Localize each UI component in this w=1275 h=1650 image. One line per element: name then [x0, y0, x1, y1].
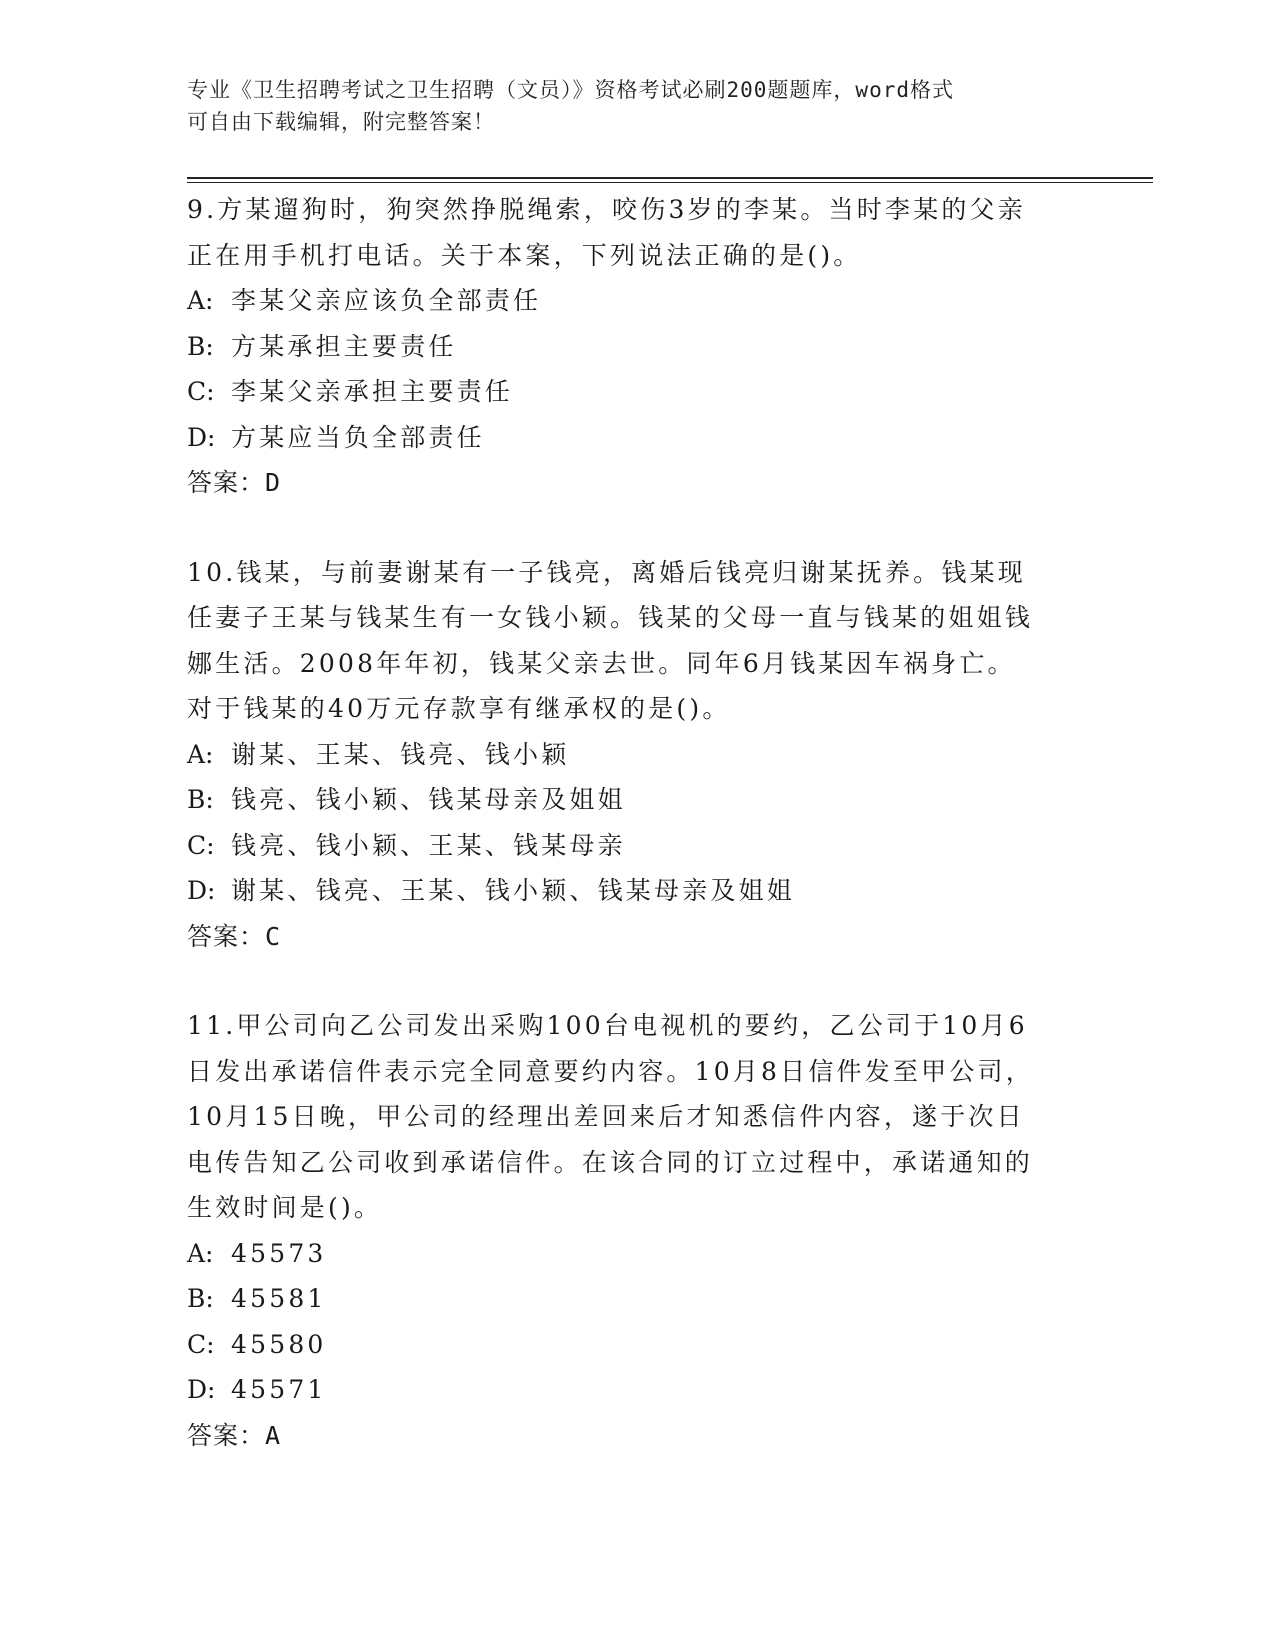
option-letter: C:	[187, 377, 215, 406]
answer-label: 答案：D	[187, 468, 282, 497]
option-text: 钱亮、钱小颖、钱某母亲及姐姐	[231, 785, 626, 814]
option-b	[187, 777, 1087, 823]
option-a	[187, 732, 1087, 778]
answer-label: 答案：C	[187, 921, 282, 951]
option-b	[187, 324, 1087, 370]
option-text: 谢某、钱亮、王某、钱小颖、钱某母亲及姐姐	[231, 876, 796, 905]
question-10	[187, 550, 1087, 960]
option-letter: D:	[187, 876, 216, 905]
option-letter: C:	[187, 830, 215, 860]
option-letter: A:	[187, 286, 214, 315]
option-letter: A:	[187, 739, 214, 769]
option-a	[187, 278, 1087, 324]
option-text: 方某承担主要责任	[231, 331, 457, 361]
option-text: 谢某、王某、钱亮、钱小颖	[231, 739, 570, 769]
question-stem: 11.甲公司向乙公司发出采购100台电视机的要约，乙公司于10月6日发出承诺信件表示完全同意要约内容。10月8日信件发至甲公司，10月15日晚，甲公司的经理出差回来后才知悉信件内容，遂于次日电传告知乙公司收到承诺信件。在该合同的订立过程中，承诺通知的生效时间是()。	[187, 1011, 1034, 1222]
option-text: 45573	[231, 1238, 327, 1268]
option-a	[187, 1231, 1087, 1277]
option-letter: D:	[187, 422, 216, 452]
option-letter: D:	[187, 1375, 216, 1404]
option-b	[187, 1276, 1087, 1322]
answer-label: 答案：A	[187, 1420, 282, 1450]
option-text: 45571	[231, 1375, 327, 1404]
option-c	[187, 1322, 1087, 1368]
option-letter: B:	[187, 1284, 214, 1313]
option-text: 45581	[231, 1284, 327, 1313]
option-c	[187, 823, 1087, 869]
option-c	[187, 369, 1087, 415]
option-letter: B:	[187, 785, 214, 814]
document-header	[187, 74, 1067, 138]
option-letter: C:	[187, 1329, 215, 1359]
question-stem: 10.钱某，与前妻谢某有一子钱亮，离婚后钱亮归谢某抚养。钱某现任妻子王某与钱某生有一女钱小颖。钱某的父母一直与钱某的姐姐钱娜生活。2008年年初，钱某父亲去世。同年6月钱某因车祸身亡。对于钱某的40万元存款享有继承权的是()。	[187, 557, 1034, 723]
option-text: 45580	[231, 1329, 327, 1359]
header-title-line-2: 可自由下载编辑，附完整答案！	[187, 110, 495, 134]
option-d	[187, 868, 1087, 914]
question-list	[187, 187, 1087, 1502]
option-text: 李某父亲承担主要责任	[231, 377, 514, 406]
question-stem: 9.方某遛狗时，狗突然挣脱绳索，咬伤3岁的李某。当时李某的父亲正在用手机打电话。关于本案，下列说法正确的是()。	[187, 195, 1026, 270]
option-d	[187, 415, 1087, 461]
option-letter: A:	[187, 1238, 214, 1268]
option-text: 方某应当负全部责任	[231, 422, 485, 452]
question-9	[187, 187, 1087, 506]
option-text: 李某父亲应该负全部责任	[231, 286, 542, 315]
header-title-line-1: 专业《卫生招聘考试之卫生招聘（文员）》资格考试必刷200题题库，word格式	[187, 78, 954, 102]
header-divider	[187, 177, 1153, 183]
option-text: 钱亮、钱小颖、王某、钱某母亲	[231, 830, 626, 860]
option-letter: B:	[187, 331, 214, 361]
question-11	[187, 1003, 1087, 1458]
option-d	[187, 1367, 1087, 1413]
